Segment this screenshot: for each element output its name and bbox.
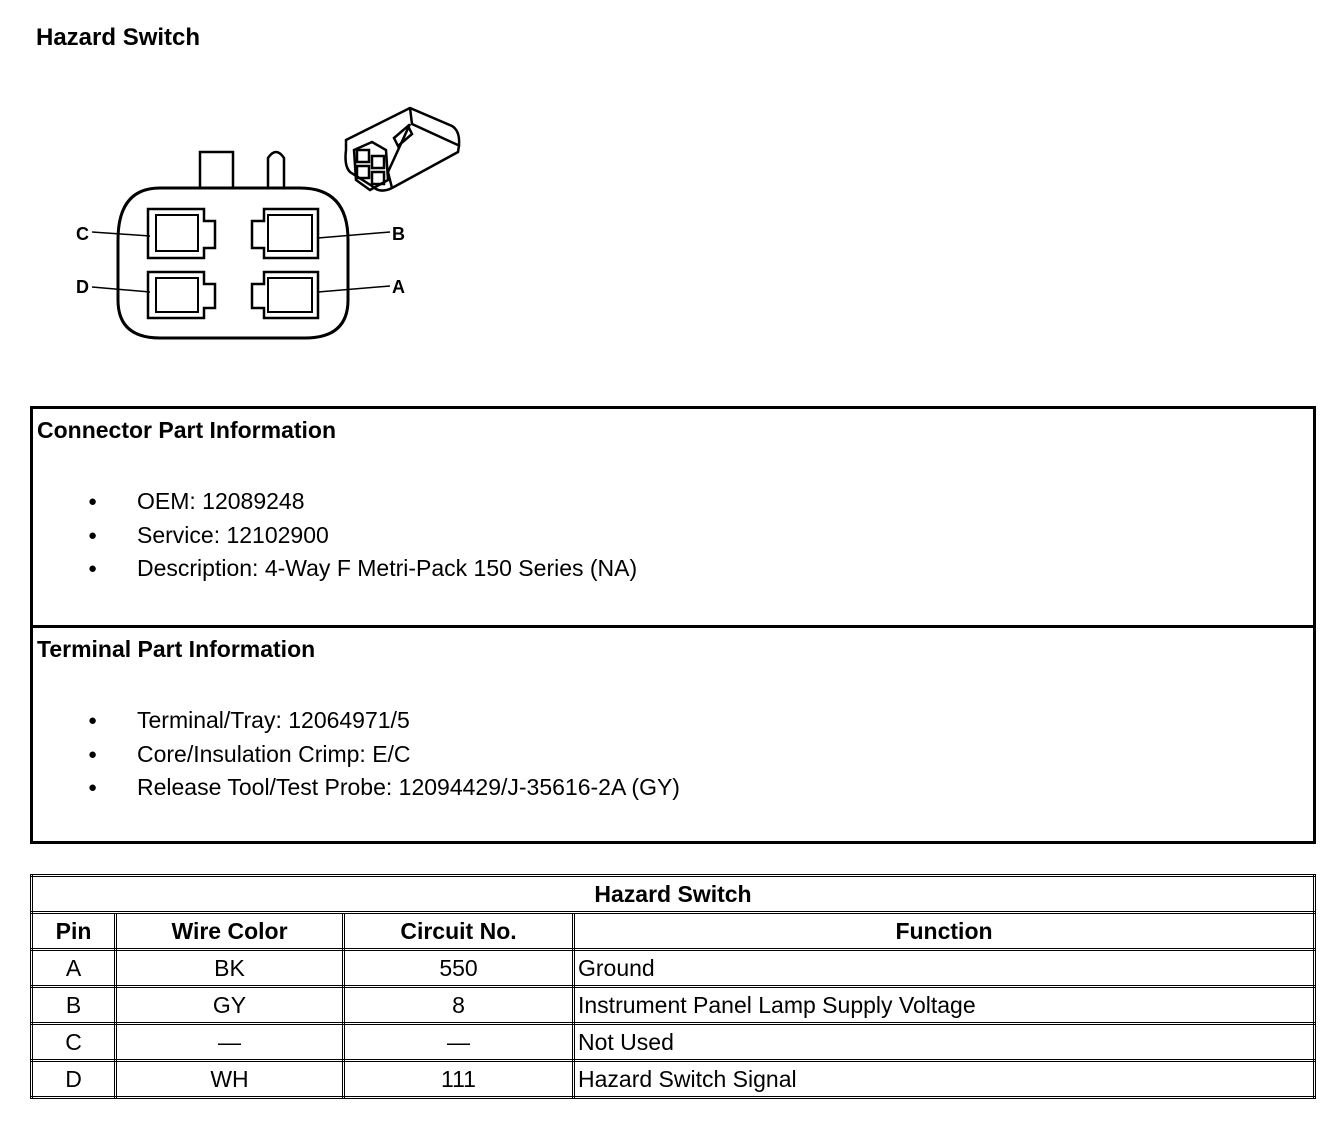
cell-pin: A [32, 950, 116, 987]
pinout-table [30, 874, 1316, 1099]
connector-part-list [33, 485, 637, 586]
page-title: Hazard Switch [36, 24, 201, 51]
cell-function: Hazard Switch Signal [574, 1061, 1315, 1098]
cell-pin: B [32, 987, 116, 1024]
table-row [32, 987, 1315, 1024]
table-row [32, 1024, 1315, 1061]
connector-key-post [268, 152, 284, 190]
header-circuit-no: Circuit No. [344, 913, 574, 950]
terminal-part-section [33, 625, 1313, 844]
cell-circuit-no: 550 [344, 950, 574, 987]
pin-label-d: D [76, 277, 89, 297]
cell-wire-color: GY [116, 987, 344, 1024]
header-pin: Pin [32, 913, 116, 950]
connector-diagram [0, 0, 520, 360]
pin-label-b: B [392, 224, 405, 244]
terminal-part-list [33, 704, 680, 805]
list-item: ● Description: 4-Way F Metri-Pack 150 Series (NA) [33, 552, 637, 586]
list-item: ● Core/Insulation Crimp: E/C [33, 738, 680, 772]
header-wire-color: Wire Color [116, 913, 344, 950]
pin-label-a: A [392, 277, 405, 297]
cell-pin: D [32, 1061, 116, 1098]
list-item: ● OEM: 12089248 [33, 485, 637, 519]
connector-perspective-icon [346, 108, 461, 191]
cell-function: Ground [574, 950, 1315, 987]
list-item: ● Service: 12102900 [33, 519, 637, 553]
list-item: ● Release Tool/Test Probe: 12094429/J-35616-2A (GY) [33, 771, 680, 805]
connector-latch-tab [200, 152, 233, 190]
table-row [32, 950, 1315, 987]
list-item: ● Terminal/Tray: 12064971/5 [33, 704, 680, 738]
connector-part-section [33, 409, 1313, 625]
cell-wire-color: — [116, 1024, 344, 1061]
cell-circuit-no: 8 [344, 987, 574, 1024]
table-row [32, 1061, 1315, 1098]
cell-function: Not Used [574, 1024, 1315, 1061]
connector-part-heading: Connector Part Information [37, 417, 337, 443]
header-function: Function [574, 913, 1315, 950]
terminal-part-heading: Terminal Part Information [37, 636, 316, 662]
cell-function: Instrument Panel Lamp Supply Voltage [574, 987, 1315, 1024]
table-header-row [32, 913, 1315, 950]
cell-wire-color: BK [116, 950, 344, 987]
cell-circuit-no: — [344, 1024, 574, 1061]
table-caption: Hazard Switch [32, 876, 1315, 913]
cell-pin: C [32, 1024, 116, 1061]
pin-label-c: C [76, 224, 89, 244]
connector-body [118, 188, 348, 338]
part-info-box [30, 406, 1316, 844]
cell-wire-color: WH [116, 1061, 344, 1098]
cell-circuit-no: 111 [344, 1061, 574, 1098]
